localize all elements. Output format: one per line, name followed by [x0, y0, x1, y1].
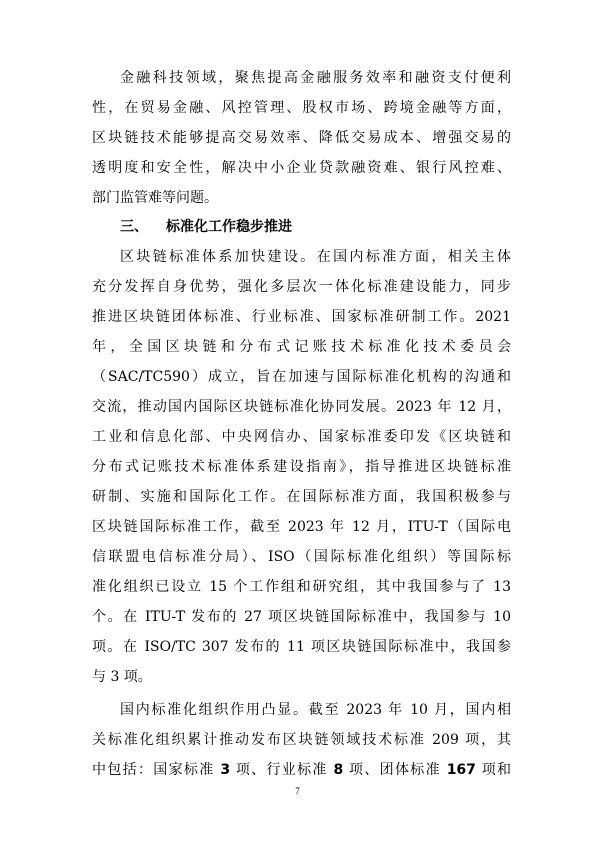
- paragraph-2-line-15: 与 3 项。: [92, 669, 152, 685]
- paragraph-2-line-7: 工业和信息化部、中央网信办、国家标准委印发《区块链和: [92, 429, 511, 445]
- line-3-prefix: 中包括：国家标准: [92, 762, 221, 778]
- paragraph-2-line-13: 个。在 ITU-T 发布的 27 项区块链国际标准中，我国参与 10: [92, 609, 511, 625]
- national-standard-count: 3: [220, 762, 231, 778]
- section-title: 标准化工作稳步推进: [166, 219, 292, 235]
- page-number: 7: [295, 786, 300, 796]
- line-3-suffix: 项和: [475, 762, 511, 778]
- paragraph-1-line-4: 透明度和安全性，解决中小企业贷款融资难、银行风控难、: [92, 160, 511, 176]
- section-number: 三、: [120, 219, 148, 235]
- paragraph-2-line-8: 分布式记账技术标准体系建设指南》，指导推进区块链标准: [92, 459, 511, 475]
- paragraph-1-line-1: 金融科技领域，聚焦提高金融服务效率和融资支付便利: [120, 70, 511, 86]
- paragraph-3-line-2: 关标准化组织累计推动发布区块链领域技术标准 209 项，其: [92, 732, 511, 748]
- paragraph-2-line-3: 推进区块链团体标准、行业标准、国家标准研制工作。2021: [92, 309, 511, 325]
- paragraph-2-line-4: 年，全国区块链和分布式记账技术标准化技术委员会: [92, 339, 511, 355]
- industry-standard-count: 8: [333, 762, 344, 778]
- line-3-mid-1: 项、行业标准: [230, 762, 334, 778]
- line-3-mid-2: 项、团体标准: [343, 762, 447, 778]
- paragraph-2-line-12: 准化组织已设立 15 个工作组和研究组，其中我国参与了 13: [92, 579, 511, 595]
- paragraph-2-line-2: 充分发挥自身优势，强化多层次一体化标准建设能力，同步: [92, 279, 511, 295]
- paragraph-2-line-6: 交流，推动国内国际区块链标准化协同发展。2023 年 12 月，: [92, 399, 511, 415]
- paragraph-3-line-3: [92, 760, 511, 780]
- paragraph-2-line-10: 区块链国际标准工作，截至 2023 年 12 月，ITU-T（国际电: [92, 519, 511, 535]
- paragraph-2-line-11: 信联盟电信标准分局）、ISO（国际标准化组织）等国际标: [92, 549, 511, 565]
- paragraph-2-line-14: 项。在 ISO/TC 307 发布的 11 项区块链国际标准中，我国参: [92, 639, 511, 655]
- section-heading: [120, 217, 292, 237]
- paragraph-1-line-2: 性，在贸易金融、风控管理、股权市场、跨境金融等方面，: [92, 100, 511, 116]
- group-standard-count: 167: [446, 762, 476, 778]
- paragraph-2-line-1: 区块链标准体系加快建设。在国内标准方面，相关主体: [120, 249, 511, 265]
- paragraph-1-line-5: 部门监管难等问题。: [92, 190, 218, 206]
- paragraph-2-line-5: （SAC/TC590）成立，旨在加速与国际标准化机构的沟通和: [92, 369, 511, 385]
- paragraph-3-line-1: 国内标准化组织作用凸显。截至 2023 年 10 月，国内相: [120, 702, 511, 718]
- paragraph-1-line-3: 区块链技术能够提高交易效率、降低交易成本、增强交易的: [92, 130, 511, 146]
- paragraph-2-line-9: 研制、实施和国际化工作。在国际标准方面，我国积极参与: [92, 489, 511, 505]
